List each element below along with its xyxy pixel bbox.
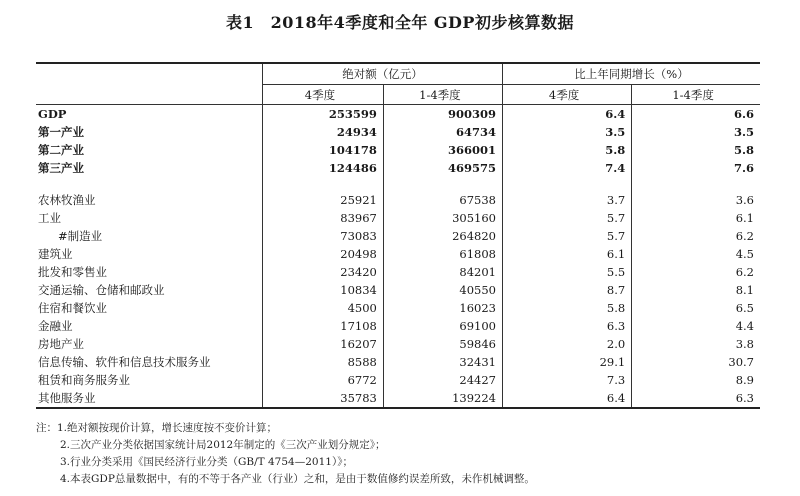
cell-q4-abs: 20498 bbox=[263, 245, 384, 263]
cell-q4-abs: 17108 bbox=[263, 317, 384, 335]
cell-full-growth: 8.9 bbox=[632, 371, 760, 389]
header-q4-growth: 4季度 bbox=[502, 85, 631, 105]
table-row bbox=[36, 209, 760, 227]
table-row bbox=[36, 389, 760, 408]
note-3: 3.行业分类采用《国民经济行业分类（GB/T 4754—2011）》； bbox=[60, 456, 353, 468]
cell-full-growth: 6.2 bbox=[632, 227, 760, 245]
table-row bbox=[36, 263, 760, 281]
row-label: 第一产业 bbox=[38, 125, 84, 139]
cell-q4-growth: 6.4 bbox=[502, 105, 631, 124]
cell-q4-growth: 5.7 bbox=[502, 209, 631, 227]
cell-full-abs: 59846 bbox=[383, 335, 502, 353]
gdp-table bbox=[36, 62, 760, 409]
table-row bbox=[36, 245, 760, 263]
cell-q4-growth: 3.7 bbox=[502, 191, 631, 209]
cell-q4-growth: 5.8 bbox=[502, 141, 631, 159]
cell-q4-growth: 6.4 bbox=[502, 389, 631, 408]
table-row bbox=[36, 371, 760, 389]
row-label: 农林牧渔业 bbox=[38, 193, 96, 207]
cell-q4-abs: 8588 bbox=[263, 353, 384, 371]
cell-q4-growth: 5.5 bbox=[502, 263, 631, 281]
cell-full-growth: 4.5 bbox=[632, 245, 760, 263]
header-q4-abs: 4季度 bbox=[263, 85, 384, 105]
cell-full-growth: 3.6 bbox=[632, 191, 760, 209]
cell-full-growth: 3.8 bbox=[632, 335, 760, 353]
cell-full-growth: 4.4 bbox=[632, 317, 760, 335]
row-label: 住宿和餐饮业 bbox=[38, 301, 107, 315]
header-absolute: 绝对额（亿元） bbox=[263, 63, 503, 85]
cell-full-abs: 305160 bbox=[383, 209, 502, 227]
table-row bbox=[36, 353, 760, 371]
row-label: 交通运输、仓储和邮政业 bbox=[38, 283, 165, 297]
cell-full-growth: 7.6 bbox=[632, 159, 760, 177]
cell-full-growth: 3.5 bbox=[632, 123, 760, 141]
header-blank bbox=[36, 63, 263, 85]
table-row bbox=[36, 141, 760, 159]
cell-full-growth: 6.3 bbox=[632, 389, 760, 408]
note-4: 4.本表GDP总量数据中，有的不等于各产业（行业）之和，是由于数值修约误差所致，未作机械调整。 bbox=[60, 473, 535, 485]
notes bbox=[36, 420, 766, 488]
table-title: 表1 2018年4季度和全年 GDP初步核算数据 bbox=[226, 13, 574, 32]
cell-q4-abs: 16207 bbox=[263, 335, 384, 353]
row-label: 建筑业 bbox=[38, 247, 73, 261]
cell-full-abs: 84201 bbox=[383, 263, 502, 281]
cell-q4-abs: 73083 bbox=[263, 227, 384, 245]
row-label: 工业 bbox=[38, 211, 61, 225]
table-row bbox=[36, 105, 760, 124]
row-label: 第三产业 bbox=[38, 161, 84, 175]
cell-q4-abs: 35783 bbox=[263, 389, 384, 408]
cell-q4-growth: 5.8 bbox=[502, 299, 631, 317]
table-row bbox=[36, 299, 760, 317]
note-1: 注：1.绝对额按现价计算，增长速度按不变价计算； bbox=[36, 422, 278, 434]
header-blank bbox=[36, 85, 263, 105]
row-label: 第二产业 bbox=[38, 143, 84, 157]
table-row bbox=[36, 281, 760, 299]
cell-full-abs: 139224 bbox=[383, 389, 502, 408]
row-label: 房地产业 bbox=[38, 337, 84, 351]
cell-q4-growth: 5.7 bbox=[502, 227, 631, 245]
header-growth: 比上年同期增长（%） bbox=[502, 63, 760, 85]
cell-full-growth: 8.1 bbox=[632, 281, 760, 299]
row-label: 信息传输、软件和信息技术服务业 bbox=[38, 355, 211, 369]
cell-q4-abs: 104178 bbox=[263, 141, 384, 159]
cell-q4-abs: 6772 bbox=[263, 371, 384, 389]
cell-q4-growth: 29.1 bbox=[502, 353, 631, 371]
cell-q4-growth: 7.4 bbox=[502, 159, 631, 177]
cell-q4-growth: 7.3 bbox=[502, 371, 631, 389]
table-row bbox=[36, 335, 760, 353]
cell-q4-growth: 8.7 bbox=[502, 281, 631, 299]
cell-q4-growth: 6.3 bbox=[502, 317, 631, 335]
row-label: GDP bbox=[38, 107, 67, 121]
table-row bbox=[36, 227, 760, 245]
header-full-growth: 1-4季度 bbox=[632, 85, 760, 105]
cell-full-growth: 6.1 bbox=[632, 209, 760, 227]
cell-full-abs: 24427 bbox=[383, 371, 502, 389]
cell-q4-abs: 124486 bbox=[263, 159, 384, 177]
spacer-row bbox=[36, 177, 760, 191]
cell-full-abs: 32431 bbox=[383, 353, 502, 371]
cell-full-abs: 264820 bbox=[383, 227, 502, 245]
cell-full-growth: 6.6 bbox=[632, 105, 760, 124]
cell-q4-abs: 24934 bbox=[263, 123, 384, 141]
cell-full-abs: 61808 bbox=[383, 245, 502, 263]
cell-full-growth: 6.5 bbox=[632, 299, 760, 317]
cell-q4-abs: 23420 bbox=[263, 263, 384, 281]
cell-q4-abs: 25921 bbox=[263, 191, 384, 209]
row-label: 批发和零售业 bbox=[38, 265, 107, 279]
cell-full-abs: 40550 bbox=[383, 281, 502, 299]
cell-q4-growth: 3.5 bbox=[502, 123, 631, 141]
row-label: 其他服务业 bbox=[36, 389, 263, 408]
row-label: #制造业 bbox=[58, 229, 103, 243]
cell-q4-abs: 10834 bbox=[263, 281, 384, 299]
cell-full-abs: 69100 bbox=[383, 317, 502, 335]
cell-q4-abs: 4500 bbox=[263, 299, 384, 317]
cell-q4-growth: 2.0 bbox=[502, 335, 631, 353]
header-full-abs: 1-4季度 bbox=[383, 85, 502, 105]
row-label: 金融业 bbox=[38, 319, 73, 333]
cell-full-abs: 366001 bbox=[383, 141, 502, 159]
header-row-group bbox=[36, 63, 760, 85]
table-row bbox=[36, 123, 760, 141]
note-2: 2.三次产业分类依据国家统计局2012年制定的《三次产业划分规定》； bbox=[60, 439, 386, 451]
cell-q4-abs: 83967 bbox=[263, 209, 384, 227]
cell-full-growth: 5.8 bbox=[632, 141, 760, 159]
table-row bbox=[36, 191, 760, 209]
cell-q4-abs: 253599 bbox=[263, 105, 384, 124]
table-row bbox=[36, 159, 760, 177]
cell-full-growth: 30.7 bbox=[632, 353, 760, 371]
cell-full-growth: 6.2 bbox=[632, 263, 760, 281]
cell-full-abs: 16023 bbox=[383, 299, 502, 317]
cell-full-abs: 67538 bbox=[383, 191, 502, 209]
cell-full-abs: 469575 bbox=[383, 159, 502, 177]
row-label: 租赁和商务服务业 bbox=[38, 373, 130, 387]
header-row-sub bbox=[36, 85, 760, 105]
cell-full-abs: 900309 bbox=[383, 105, 502, 124]
cell-q4-growth: 6.1 bbox=[502, 245, 631, 263]
table-row bbox=[36, 317, 760, 335]
cell-full-abs: 64734 bbox=[383, 123, 502, 141]
